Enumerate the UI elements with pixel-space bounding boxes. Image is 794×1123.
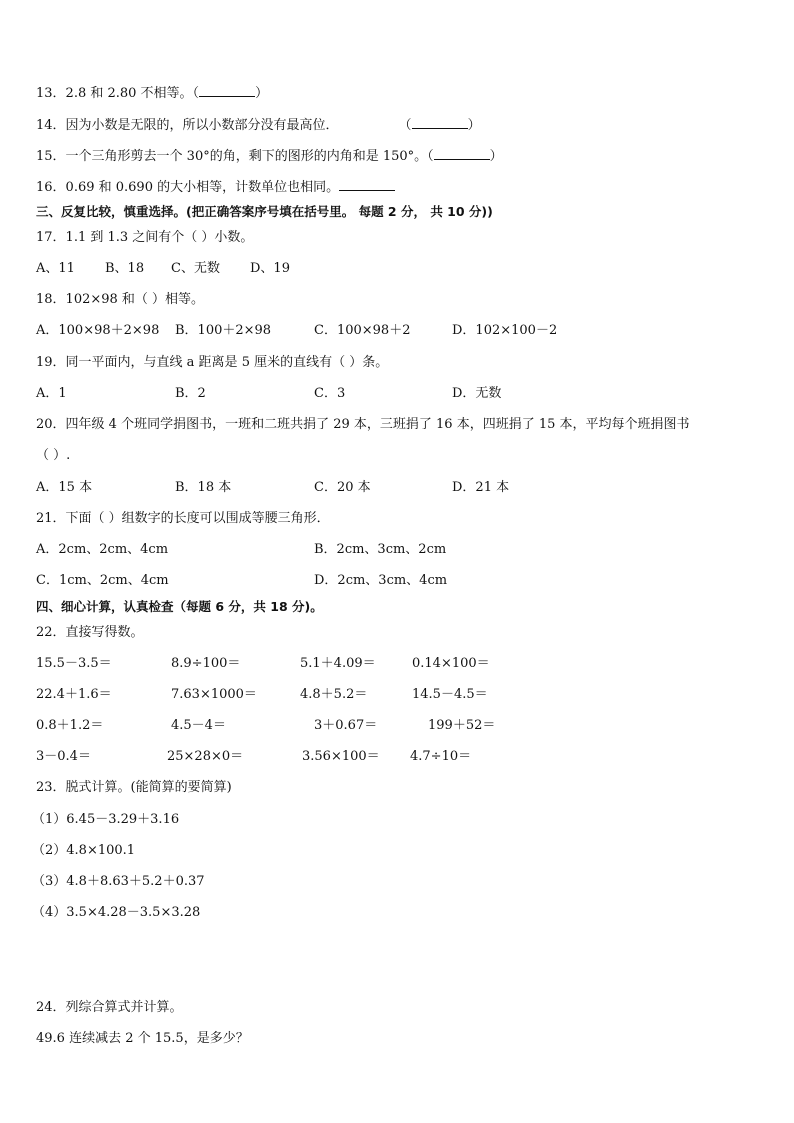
calc-item: 5.1＋4.09＝ [300,656,376,671]
option-d[interactable]: D、19 [250,261,290,276]
option-c[interactable]: C．100×98＋2 [314,323,411,338]
answer-blank[interactable] [339,178,395,191]
option-b[interactable]: B．2 [175,386,206,401]
calc-item: 4.5－4＝ [171,718,226,733]
calc-step-item: （4）3.5×4.28－3.5×3.28 [32,905,201,920]
option-c[interactable]: C、无数 [171,261,220,276]
section-4-heading: 四、细心计算，认真检查（每题 6 分，共 18 分)。 [36,599,323,614]
question-20-continued: （ ）. [36,448,71,463]
question-22: 22．直接写得数。 [36,625,144,640]
option-d[interactable]: D．2cm、3cm、4cm [314,573,448,588]
question-16 [36,178,395,196]
calc-step-item: （3）4.8＋8.63＋5.2＋0.37 [32,874,205,889]
option-c[interactable]: C．3 [314,386,346,401]
option-a[interactable]: A．2cm、2cm、4cm [36,542,169,557]
option-d[interactable]: D．无数 [452,386,502,401]
option-c[interactable]: C．1cm、2cm、4cm [36,573,169,588]
option-b[interactable]: B．2cm、3cm、2cm [314,542,447,557]
calc-item: 3－0.4＝ [36,749,91,764]
calc-item: 3.56×100＝ [302,749,380,764]
question-20: 20．四年级 4 个班同学捐图书，一班和二班共捐了 29 本，三班捐了 16 本，四班捐了 15 本，平均每个班捐图书 [36,417,690,432]
option-b[interactable]: B、18 [105,261,145,276]
answer-blank[interactable] [199,84,255,97]
question-14-text: 14．因为小数是无限的，所以小数部分没有最高位． [36,118,339,133]
option-a[interactable]: A．100×98＋2×98 [36,323,160,338]
answer-blank[interactable] [434,147,490,160]
calc-item: 7.63×1000＝ [171,687,257,702]
calc-item: 14.5－4.5＝ [412,687,488,702]
question-23: 23．脱式计算。(能简算的要简算) [36,780,232,795]
calc-step-item: （1）6.45－3.29＋3.16 [32,812,180,827]
question-24: 24．列综合算式并计算。 [36,1000,183,1015]
calc-item: 0.14×100＝ [412,656,490,671]
calc-item: 8.9÷100＝ [171,656,241,671]
calc-item: 22.4＋1.6＝ [36,687,112,702]
calc-item: 25×28×0＝ [167,749,244,764]
question-13: 13．2.8 和 2.80 不相等。（ ） [36,86,269,101]
calc-item: 3＋0.67＝ [314,718,378,733]
option-b[interactable]: B．100＋2×98 [175,323,272,338]
option-d[interactable]: D．21 本 [452,480,510,495]
calc-item: 199＋52＝ [428,718,496,733]
question-16-text: 16．0.69 和 0.690 的大小相等，计数单位也相同。 [36,180,340,195]
question-13-text: 13．2.8 和 2.80 不相等。（ [36,86,200,101]
question-14: 14．因为小数是无限的，所以小数部分没有最高位． （ ） [36,118,481,133]
calc-step-item: （2）4.8×100.1 [32,843,136,858]
option-b[interactable]: B．18 本 [175,480,232,495]
option-a[interactable]: A．15 本 [36,480,93,495]
question-17: 17．1.1 到 1.3 之间有个（ ）小数。 [36,230,254,245]
question-21: 21．下面（ ）组数字的长度可以围成等腰三角形． [36,511,330,526]
question-19: 19．同一平面内，与直线 a 距离是 5 厘米的直线有（ ）条。 [36,355,389,370]
option-a[interactable]: A．1 [36,386,67,401]
calc-item: 15.5－3.5＝ [36,656,112,671]
option-a[interactable]: A、11 [36,261,75,276]
option-d[interactable]: D．102×100－2 [452,323,558,338]
question-15: 15．一个三角形剪去一个 30°的角，剩下的图形的内角和是 150°。（ ） [36,149,503,164]
section-3-heading: 三、反复比较，慎重选择。(把正确答案序号填在括号里。 每题 2 分， 共 10 分)) [36,204,493,219]
question-15-text: 15．一个三角形剪去一个 30°的角，剩下的图形的内角和是 150°。（ [36,149,434,164]
question-24-text: 49.6 连续减去 2 个 15.5，是多少？ [36,1031,249,1046]
question-18: 18．102×98 和（ ）相等。 [36,292,205,307]
calc-item: 4.8＋5.2＝ [300,687,368,702]
answer-blank[interactable] [412,116,468,129]
calc-item: 0.8＋1.2＝ [36,718,104,733]
calc-item: 4.7÷10＝ [410,749,472,764]
option-c[interactable]: C．20 本 [314,480,371,495]
